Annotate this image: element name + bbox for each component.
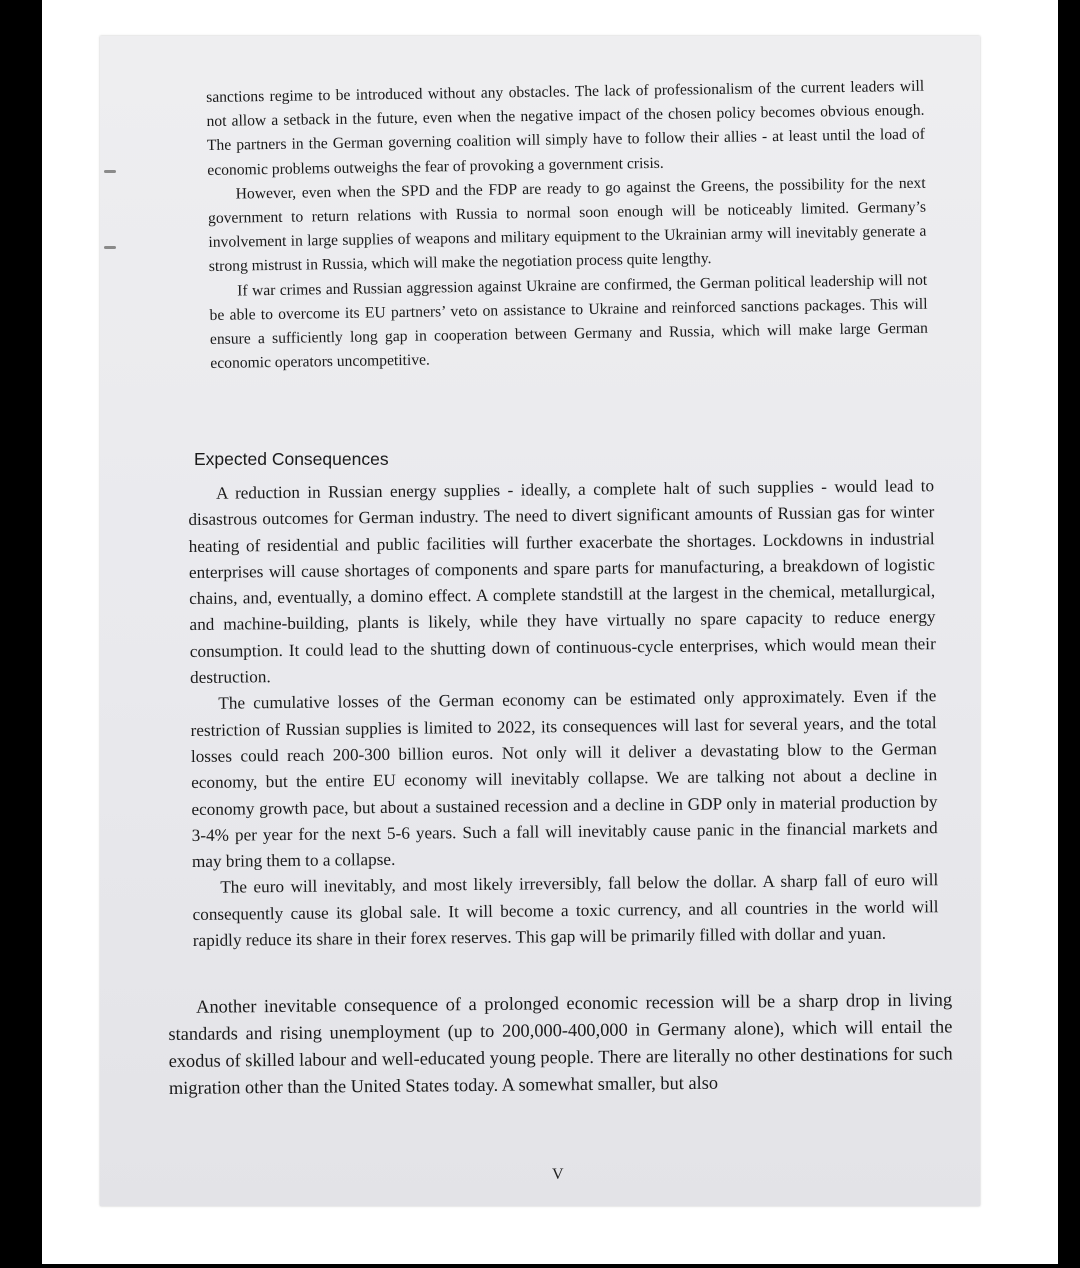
page-edge-mark xyxy=(104,170,116,173)
page-edge-mark xyxy=(104,246,116,249)
section-heading: Expected Consequences xyxy=(194,449,389,469)
paragraph: Another inevitable consequence of a prolonged economic recession will be a sharp drop in living standards and rising unemployment (up to 200,000-400,000 in Germany alone), which will entail the exodus of skilled labour and well-educated young people. There are literally no other destinations for such migration other than the United States today. A somewhat smaller, but also xyxy=(168,989,953,1098)
paragraph: If war crimes and Russian aggression against Ukraine are confirmed, the German political leadership will not be able to overcome its EU partners’ veto on assistance to Ukraine and reinforced sanctions packages. This will ensure a sufficiently long gap in cooperation between Germany and Russia, which will make large German economic operators uncompetitive. xyxy=(209,271,929,373)
text-block-top xyxy=(206,75,928,377)
text-block-middle xyxy=(188,473,939,954)
paragraph: The cumulative losses of the German economy can be estimated only approximately. Even if the restriction of Russian supplies is limited to 2022, its consequences will last for several years, and the total losses could reach 200-300 billion euros. Not only will it deliver a devastating blow to the German economy, but the entire EU economy will inevitably collapse. We are talking not about a decline in economy growth pace, but about a sustained recession and a decline in GDP only in material production by 3-4% per year for the next 5-6 years. Such a fall will inevitably cause panic in the financial markets and may bring them to a collapse. xyxy=(190,686,938,872)
paragraph: The euro will inevitably, and most likely irreversibly, fall below the dollar. A sharp fall of euro will consequently cause its global sale. It will become a toxic currency, and all countries in the world will rapidly reduce its share in their forex reserves. This gap will be primarily filled with dollar and yuan. xyxy=(192,870,939,951)
paragraph: A reduction in Russian energy supplies - ideally, a complete halt of such supplies - would lead to disastrous outcomes for German industry. The need to divert significant amounts of Russian gas for winter heating of residential and public facilities will further exacerbate the shortages. Lockdowns in industrial enterprises will cause shortages of components and spare parts for manufacturing, a breakdown of logistic chains, and, eventually, a domino effect. A complete standstill at the largest in the chemical, metallurgical, and machine-building, plants is likely, while they have virtually no spare capacity to reduce energy consumption. It could lead to the shutting down of continuous-cycle enterprises, which would mean their destruction. xyxy=(188,476,936,688)
page-number: V xyxy=(552,1166,564,1183)
text-block-bottom xyxy=(168,986,953,1102)
paragraph: However, even when the SPD and the FDP are ready to go against the Greens, the possibility for the next government to return relations with Russia to normal soon enough will be noticeably limited. Germany’s involvement in large supplies of weapons and military equipment to the Ukrainian army will inevitably generate a strong mistrust in Russia, which will make the negotiation process quite lengthy. xyxy=(207,174,927,276)
paragraph: sanctions regime to be introduced without any obstacles. The lack of professionalism of the current leaders will not allow a setback in the future, even when the negative impact of the chosen policy becomes obvious enough. The partners in the German governing coalition will simply have to follow their allies - at least until the load of economic problems outweighs the fear of provoking a government crisis. xyxy=(206,77,925,179)
